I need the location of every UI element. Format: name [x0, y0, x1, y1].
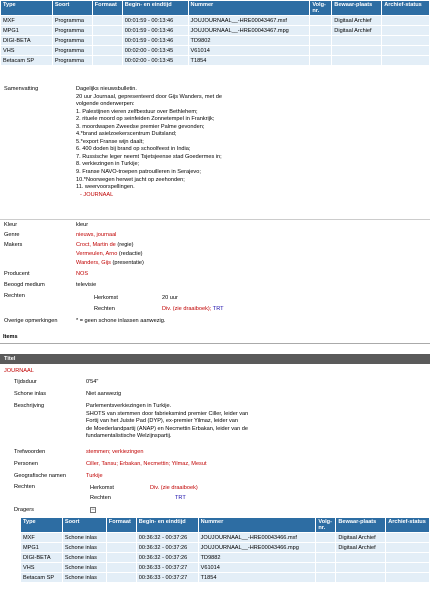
rechten-label: Rechten: [4, 293, 25, 299]
column-header[interactable]: Bewaar-plaats: [336, 518, 386, 533]
beschrijving-label: Beschrijving: [14, 403, 45, 409]
table-row[interactable]: [21, 563, 430, 573]
column-header[interactable]: Formaat: [92, 1, 122, 16]
collapse-toggle-icon[interactable]: −: [91, 507, 95, 513]
herkomst-label: Herkomst: [94, 295, 118, 301]
table-row[interactable]: [1, 36, 430, 46]
cell-nummer: TD9882: [198, 553, 316, 563]
maker-link[interactable]: Wanders, Gijs: [76, 260, 111, 266]
cell-formaat: [106, 543, 136, 553]
cell-status: [382, 46, 430, 56]
summary-line: 2. rituele moord op seinfeiden Zonnetempel in Frankrijk;: [76, 116, 215, 123]
table-row[interactable]: [21, 543, 430, 553]
summary-line: volgende onderwerpen:: [76, 101, 135, 108]
trefwoorden-links[interactable]: stemmen; verkiezingen: [86, 449, 144, 455]
herkomst-value: 20 uur: [162, 295, 178, 301]
cell-tijd: 00:02:00 - 00:13:45: [122, 46, 188, 56]
summary-line: 8. verkiezingen in Turkije;: [76, 161, 140, 168]
item-rechten-sub-label: Rechten: [90, 495, 111, 501]
maker-row: [76, 251, 143, 257]
samenvatting-label: Samenvatting: [4, 86, 39, 92]
cell-formaat: [92, 26, 122, 36]
summary-line: 1. Palestijnen vieren zelfbestuur over Bethlehem;: [76, 108, 198, 115]
kleur-value: kleur: [76, 222, 89, 228]
column-header[interactable]: Type: [21, 518, 63, 533]
cell-volg: [310, 56, 332, 66]
producent-link[interactable]: NOS: [76, 271, 89, 277]
cell-tijd: 00:36:33 - 00:37:27: [136, 563, 198, 573]
cell-soort: Programma: [52, 26, 92, 36]
item-rechten-label: Rechten: [14, 484, 35, 490]
summary-line: 7. Russische leger neemt Tsjetsjeense stad Goedermes in;: [76, 153, 222, 160]
cell-tijd: 00:01:59 - 00:13:46: [122, 16, 188, 26]
summary-line: Dagelijks nieuwsbulletin.: [76, 86, 137, 92]
beoogd-label: Beoogd medium: [4, 282, 45, 288]
summary-line: 20 uur Journaal, gepresenteerd door Gijs Wanders, met de: [76, 93, 222, 100]
cell-volg: [310, 16, 332, 26]
makers-label: Makers: [4, 242, 23, 248]
maker-role: (redactie): [118, 251, 143, 257]
table-row[interactable]: [1, 56, 430, 66]
cell-volg: [316, 553, 336, 563]
cell-status: [386, 543, 430, 553]
cell-volg: [310, 26, 332, 36]
summary-line: 6. 400 doden bij brand op schoolfeest in India;: [76, 146, 191, 153]
rechten-sub-label: Rechten: [94, 306, 115, 312]
cell-formaat: [92, 36, 122, 46]
description-line: Fortij van het Juiste Pad (DYP), ex-premier Yilmaz, leider van: [86, 418, 239, 424]
cell-soort: Programma: [52, 56, 92, 66]
column-header[interactable]: Volg-nr.: [310, 1, 332, 16]
column-header[interactable]: Nummer: [188, 1, 310, 16]
table-row[interactable]: [1, 26, 430, 36]
personen-links[interactable]: Ciller, Tansu; Erbakan, Necmettin; Yilmaz, Mesut: [86, 461, 207, 467]
cell-nummer: JOUJOURNAAL__-HRE00043466.mpg: [198, 543, 316, 553]
cell-soort: Schone inlas: [62, 563, 106, 573]
cell-tijd: 00:02:00 - 00:13:45: [122, 56, 188, 66]
genre-label: Genre: [4, 232, 20, 238]
table-row[interactable]: [1, 46, 430, 56]
table-header-row: [1, 1, 430, 16]
cell-soort: Programma: [52, 16, 92, 26]
cell-soort: Programma: [52, 36, 92, 46]
cell-nummer: V61014: [188, 46, 310, 56]
journaal-link[interactable]: - JOURNAAL: [80, 191, 114, 198]
rechten-link[interactable]: Div. (zie draaiboek);: [162, 306, 212, 312]
cell-plaats: [336, 563, 386, 573]
column-header[interactable]: Volg-nr.: [316, 518, 336, 533]
cell-type: DIGI-BETA: [1, 36, 53, 46]
column-header[interactable]: Nummer: [198, 518, 316, 533]
table-header-row: [21, 518, 430, 533]
cell-tijd: 00:36:32 - 00:37:26: [136, 553, 198, 563]
titel-header: Titel: [0, 354, 430, 364]
item-herkomst-link[interactable]: Div. (zie draaiboek): [150, 485, 198, 491]
summary-line: 11. weervoorspellingen.: [76, 184, 135, 191]
item-rechten-link[interactable]: TRT: [175, 495, 186, 501]
description-line: de Moederlandpartij (ANAP) en Necmettin Erbakan, leider van de: [86, 425, 248, 432]
cell-plaats: [336, 553, 386, 563]
cell-soort: Schone inlas: [62, 543, 106, 553]
cell-volg: [310, 46, 332, 56]
cell-volg: [316, 533, 336, 543]
carriers-table-bottom: [20, 517, 430, 583]
summary-line: 10.*Noorwegen herwet jacht op zeehonden;: [76, 176, 185, 183]
personen-label: Personen: [14, 461, 38, 467]
cell-plaats: Digitaal Archief: [336, 533, 386, 543]
summary-line: 4.*brand asielzoekerscentrum Duitsland;: [76, 131, 177, 138]
cell-type: MXF: [21, 533, 63, 543]
maker-link[interactable]: Vermeulen, Arno: [76, 251, 118, 257]
cell-status: [386, 573, 430, 583]
cell-plaats: Digitaal Archief: [332, 16, 382, 26]
table-row[interactable]: [1, 16, 430, 26]
cell-type: MXF: [1, 16, 53, 26]
dragers-label: Dragers: [14, 507, 34, 513]
cell-tijd: 00:36:33 - 00:37:27: [136, 573, 198, 583]
cell-plaats: Digitaal Archief: [336, 543, 386, 553]
cell-type: VHS: [1, 46, 53, 56]
column-header[interactable]: Bewaar-plaats: [332, 1, 382, 16]
cell-nummer: TD9802: [188, 36, 310, 46]
rechten-link[interactable]: TRT: [212, 306, 224, 312]
maker-row: [76, 260, 144, 266]
tijdsduur-value: 0'54": [86, 379, 99, 385]
table-row[interactable]: [21, 533, 430, 543]
trefwoorden-label: Trefwoorden: [14, 449, 46, 455]
cell-formaat: [106, 553, 136, 563]
geo-label: Geografische namen: [14, 473, 66, 479]
maker-link[interactable]: Croct, Martin de: [76, 242, 116, 248]
cell-formaat: [92, 16, 122, 26]
cell-plaats: Digitaal Archief: [332, 26, 382, 36]
cell-volg: [316, 543, 336, 553]
column-header[interactable]: Archief-status: [386, 518, 430, 533]
cell-volg: [310, 36, 332, 46]
rechten-values: [162, 306, 224, 312]
cell-status: [382, 26, 430, 36]
cell-type: Betacam SP: [1, 56, 53, 66]
maker-row: [76, 242, 134, 248]
cell-volg: [316, 563, 336, 573]
schone-inlas-label: Schone inlas: [14, 391, 47, 397]
overige-value: * = geen schone inlassen aanwezig.: [76, 318, 166, 324]
cell-plaats: [332, 46, 382, 56]
cell-volg: [316, 573, 336, 583]
column-header[interactable]: Soort: [62, 518, 106, 533]
description-line: SHOTS van stemmen door fabrieksmind premier Ciller, leider van: [86, 410, 249, 417]
summary-line: 9. Franse NAVO-troepen patrouilleren in Serajevo;: [76, 169, 201, 176]
cell-status: [382, 16, 430, 26]
column-header[interactable]: Formaat: [106, 518, 136, 533]
cell-nummer: JOUJOURNAAL__-HRE00043466.mxf: [198, 533, 316, 543]
maker-role: (presentatie): [112, 260, 144, 266]
cell-nummer: JOUJOURNAAL__-HRE00043467.mxf: [188, 16, 310, 26]
cell-plaats: [336, 573, 386, 583]
cell-nummer: JOUJOURNAAL__-HRE00043467.mpg: [188, 26, 310, 36]
cell-tijd: 00:36:32 - 00:37:26: [136, 543, 198, 553]
cell-formaat: [106, 563, 136, 573]
cell-plaats: [332, 56, 382, 66]
cell-soort: Programma: [52, 46, 92, 56]
cell-formaat: [106, 573, 136, 583]
tijdsduur-label: Tijdsduur: [14, 379, 37, 385]
description-line: fundamentalistische Welzijnspartij.: [86, 433, 172, 439]
overige-label: Overige opmerkingen: [4, 318, 58, 324]
cell-nummer: T1854: [198, 573, 316, 583]
cell-status: [386, 563, 430, 573]
cell-type: MPG1: [21, 543, 63, 553]
item-herkomst-label: Herkomst: [90, 485, 114, 491]
item-title-link[interactable]: JOURNAAL: [4, 368, 34, 374]
cell-plaats: [332, 36, 382, 46]
carriers-table-top: [0, 0, 430, 66]
summary-line: 3. moordwapen Zweedse premier Palme gevonden;: [76, 123, 205, 130]
column-header[interactable]: Begin- en eindtijd: [136, 518, 198, 533]
maker-role: (regie): [117, 242, 134, 248]
cell-soort: Schone inlas: [62, 553, 106, 563]
producent-label: Producent: [4, 271, 30, 277]
table-row[interactable]: [21, 553, 430, 563]
description-line: Parlementsverkiezingen in Turkije.: [86, 403, 172, 409]
column-header[interactable]: Archief-status: [382, 1, 430, 16]
cell-formaat: [92, 56, 122, 66]
kleur-label: Kleur: [4, 222, 18, 228]
cell-type: Betacam SP: [21, 573, 63, 583]
cell-type: MPG1: [1, 26, 53, 36]
column-header[interactable]: Soort: [52, 1, 92, 16]
cell-status: [382, 56, 430, 66]
cell-status: [386, 553, 430, 563]
cell-status: [382, 36, 430, 46]
column-header[interactable]: Type: [1, 1, 53, 16]
items-heading: Items: [3, 334, 18, 340]
geo-link[interactable]: Turkije: [86, 473, 103, 479]
cell-tijd: 00:36:32 - 00:37:26: [136, 533, 198, 543]
column-header[interactable]: Begin- en eindtijd: [122, 1, 188, 16]
table-row[interactable]: [21, 573, 430, 583]
cell-tijd: 00:01:59 - 00:13:46: [122, 26, 188, 36]
schone-inlas-value: Niet aanwezig: [86, 391, 122, 397]
beschrijving-text: [86, 403, 248, 441]
cell-formaat: [106, 533, 136, 543]
cell-tijd: 00:01:59 - 00:13:46: [122, 36, 188, 46]
cell-soort: Schone inlas: [62, 573, 106, 583]
cell-type: DIGI-BETA: [21, 553, 63, 563]
beoogd-value: televisie: [76, 282, 97, 288]
genre-link[interactable]: nieuws, journaal: [76, 232, 117, 238]
samenvatting-text: [76, 86, 296, 199]
cell-soort: Schone inlas: [62, 533, 106, 543]
cell-nummer: V61014: [198, 563, 316, 573]
cell-formaat: [92, 46, 122, 56]
cell-status: [386, 533, 430, 543]
cell-type: VHS: [21, 563, 63, 573]
cell-nummer: T1854: [188, 56, 310, 66]
summary-line: 5.*export Franse wijn daalt;: [76, 138, 144, 145]
